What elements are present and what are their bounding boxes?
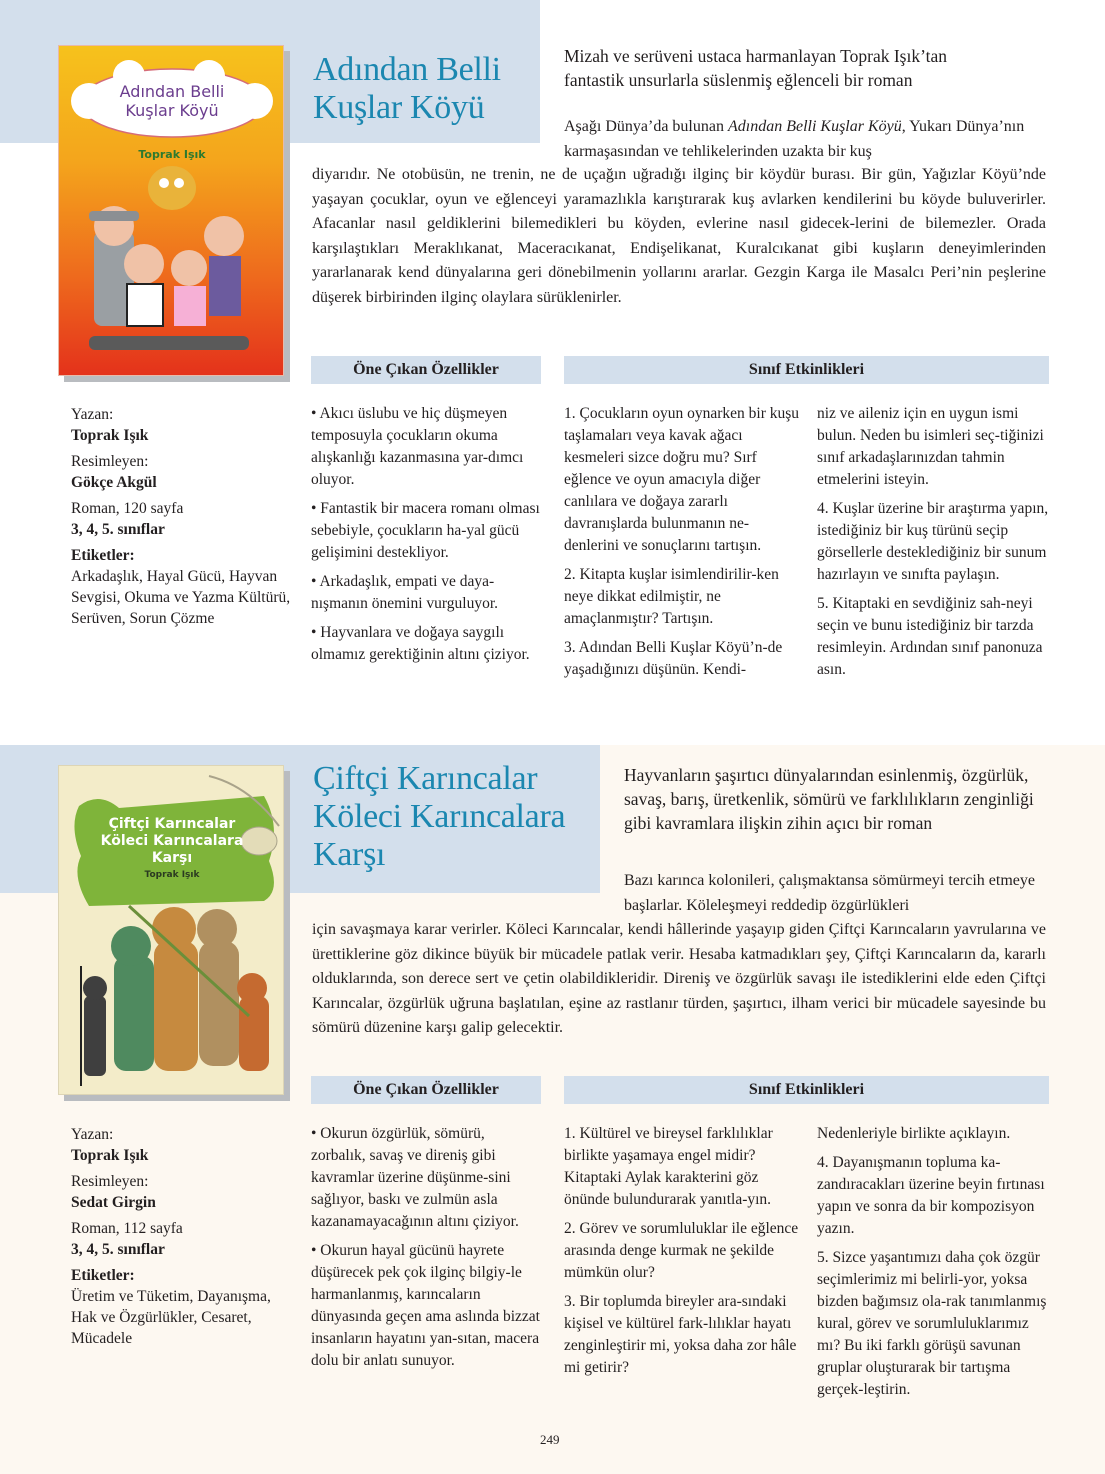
tags-label: Etiketler: (71, 1267, 135, 1284)
illustrator-name: Gökçe Akgül (71, 474, 157, 491)
grade-levels: 3, 4, 5. sınıflar (71, 521, 165, 538)
book1-features (311, 403, 541, 673)
book2-title: Çiftçi Karıncalar Köleci Karıncalara Karşı (313, 760, 566, 873)
illustrator-label: Resimleyen: (71, 453, 149, 470)
author-name: Toprak Işık (71, 427, 149, 444)
activity-item: 5. Kitaptaki en sevdiğiniz sah-neyi seçin ve bunu istediğiniz bir tarzda resimleyin. Ardından sınıf panonuza asın. (817, 595, 1043, 678)
book2-features (311, 1123, 543, 1379)
page-number: 249 (540, 1432, 560, 1447)
activity-item: Nedenleriyle birlikte açıklayın. (817, 1125, 1011, 1142)
feature-item: • Hayvanlara ve doğaya saygılı olmamız gerektiğinin altını çiziyor. (311, 624, 530, 663)
book2-cover-title: Çiftçi Karıncalar Köleci Karıncalara Karşı (100, 816, 244, 866)
illustrator-name: Sedat Girgin (71, 1194, 156, 1211)
book2-meta (71, 1124, 291, 1349)
book1-activities-header: Sınıf Etkinlikleri (564, 356, 1049, 384)
book-format: Roman, 112 sayfa (71, 1220, 183, 1237)
author-name: Toprak Işık (71, 1147, 149, 1164)
grade-levels: 3, 4, 5. sınıflar (71, 1241, 165, 1258)
book1-meta (71, 404, 291, 629)
book-format: Roman, 120 sayfa (71, 500, 184, 517)
book1-cover-title: Adından Belli Kuşlar Köyü (119, 82, 225, 120)
feature-item: • Okurun hayal gücünü hayrete düşürecek pek çok ilginç bilgiy-le harmanlanmış, karıncaların dünyasında geçen ama aslında bizzat insanların hayatını yan-sıtan, macera dolu bir anlatı sunuyor. (311, 1242, 540, 1369)
book1-title: Adından Belli Kuşlar Köyü (313, 51, 501, 126)
feature-item: • Fantastik bir macera romanı olması sebebiyle, çocukların ha-yal gücü gelişimini destekliyor. (311, 500, 540, 561)
activity-item: 4. Kuşlar üzerine bir araştırma yapın, istediğiniz bir kuş türünü seçip görsellerle desteklediğiniz bir sunum hazırlayın ve sınıfta paylaşın. (817, 500, 1049, 583)
tags-label: Etiketler: (71, 547, 135, 564)
activity-item: 3. Adından Belli Kuşlar Köyü’n-de yaşadığınızı düşünün. Kendi- (564, 639, 783, 678)
book1-summary-top: Aşağı Dünya’da bulunan Adından Belli Kuşlar Köyü, Yukarı Dünya’nın karmaşasından ve tehlikelerinden uzakta bir kuş (564, 118, 1025, 160)
activity-item: 3. Bir toplumda bireyler ara-sındaki kişisel ve kültürel fark-lılıklar hayatı zenginleştirir mi, yoksa daha zor hâle mi getirir? (564, 1293, 797, 1376)
book2-activities-header: Sınıf Etkinlikleri (564, 1076, 1049, 1104)
book1-cover-author: Toprak Işık (138, 148, 206, 161)
book2-features-header: Öne Çıkan Özellikler (311, 1076, 541, 1104)
book1-summary: diyarıdır. Ne otobüsün, ne trenin, ne de uçağın uğradığı ilginç bir köydür burası. Bir gün, Yağızlar Köyü’nde yaşayan çocuklar, oyun ve eğlenceyi yaramazlıkla karıştırarak kuş avlarken kendilerini bu köyde buluverirler. Afacanlar nasıl geldiklerini bilemedikleri bu köyden, evlerine nasıl gidecek-lerini de bilemezler. Orada karşılaştıkları Meraklıkanat, Maceracıkanat, Endişelikanat, Kuralcıkanat gibi kuşların deneyimlerinden yararlanarak kend dünyalarına geri dönebilmenin yollarını ararlar. Gezgin Karga ile Masalcı Peri’nin peşlerine düşerek birbirinden ilginç olaylara sürüklenirler. (312, 166, 1046, 306)
activity-item: niz ve aileniz için en uygun ismi bulun. Neden bu isimleri seç-tiğinizi sınıf arkadaşlarınızdan tahmin etmelerini isteyin. (817, 405, 1044, 488)
activity-item: 4. Dayanışmanın topluma ka-zandıracakları üzerine beyin fırtınası yapın ve sonra da bir kompozisyon yazın. (817, 1154, 1045, 1237)
feature-item: • Akıcı üslubu ve hiç düşmeyen temposuyla çocukların okuma alışkanlığı kazanmasına yar-dımcı oluyor. (311, 405, 524, 488)
author-label: Yazan: (71, 406, 114, 423)
book2-cover-author: Toprak Işık (144, 870, 200, 880)
book2-summary: için savaşmaya karar verirler. Köleci Karıncalar, kendi hâllerinde yaşayıp giden Çiftçi Karıncaların yavrularına ve ürettiklerine göz dikince büyük bir mücadele patlak verir. Hesaba katmadıkları şey, Çiftçi Karıncaların da, kararlı olduklarında, son derece sert ve çetin olabildikleridir. Direniş ve özgürlük savaşı ile istediklerini elde eden Çiftçi Karıncalar, özgürlük uğruna başlatılan, eşine az rastlanır türden, şaşırtıcı, ilham verici bir mücadele sayesinde bu sömürü düzenine karşı galip gelecektir. (312, 921, 1046, 1036)
book1-activities-col1 (564, 403, 804, 688)
book2-activities-col2 (817, 1123, 1052, 1408)
book1-cover-image (58, 45, 284, 376)
activity-item: 1. Çocukların oyun oynarken bir kuşu taşlamaları veya kavak ağacı kesmeleri sizce doğru mu? Sırf eğlence ve oyun amacıyla diğer canlılara ve doğaya zararlı davranışlarda bulunmanın ne-denlerini ve sonuçlarını tartışın. (564, 405, 800, 554)
tags-list: Üretim ve Tüketim, Dayanışma, Hak ve Özgürlükler, Cesaret, Mücadele (71, 1288, 271, 1347)
feature-item: • Okurun özgürlük, sömürü, zorbalık, savaş ve direniş gibi kavramlar üzerine düşünme-sini sağlıyor, baskı ve zulmün asla kazanamayacağının altını çiziyor. (311, 1125, 519, 1230)
book1-activities-col2 (817, 403, 1052, 688)
activity-item: 2. Görev ve sorumluluklar ile eğlence arasında denge kurmak ne şekilde mümkün olur? (564, 1220, 799, 1281)
activity-item: 1. Kültürel ve bireysel farklılıklar birlikte yaşamaya engel midir? Kitaptaki Aylak karakterini göz önünde bulundurarak yanıtla-yın. (564, 1125, 773, 1208)
activity-item: 2. Kitapta kuşlar isimlendirilir-ken neye dikkat edilmiştir, ne amaçlanmıştır? Tartışın. (564, 566, 779, 627)
illustrator-label: Resimleyen: (71, 1173, 149, 1190)
activity-item: 5. Sizce yaşantımızı daha çok özgür seçimlerimiz mi belirli-yor, yoksa bizden bağımsız ola-rak tanımlanmış kural, görev ve sorumluluklarımız mı? Bu iki farklı görüşü savunan gruplar oluşturarak bir tartışma gerçek-leştirin. (817, 1249, 1047, 1398)
book1-lead: Mizah ve serüveni ustaca harmanlayan Toprak Işık’tan fantastik unsurlarla süslenmiş eğlenceli bir roman (564, 46, 947, 90)
book2-summary-top: Bazı karınca kolonileri, çalışmaktansa sömürmeyi tercih etmeye başlarlar. Köleleşmeyi reddedip özgürlükleri (624, 872, 1035, 914)
book2-cover-image (58, 765, 284, 1095)
author-label: Yazan: (71, 1126, 114, 1143)
book1-features-header: Öne Çıkan Özellikler (311, 356, 541, 384)
book2-lead: Hayvanların şaşırtıcı dünyalarından esinlenmiş, özgürlük, savaş, barış, üretkenlik, sömürü ve farklılıkların zenginliği gibi kavramlara ilişkin zihin açıcı bir roman (624, 765, 1034, 833)
feature-item: • Arkadaşlık, empati ve daya-nışmanın önemini vurguluyor. (311, 573, 498, 612)
book2-activities-col1 (564, 1123, 806, 1386)
tags-list: Arkadaşlık, Hayal Gücü, Hayvan Sevgisi, Okuma ve Yazma Kültürü, Serüven, Sorun Çözme (71, 568, 291, 627)
